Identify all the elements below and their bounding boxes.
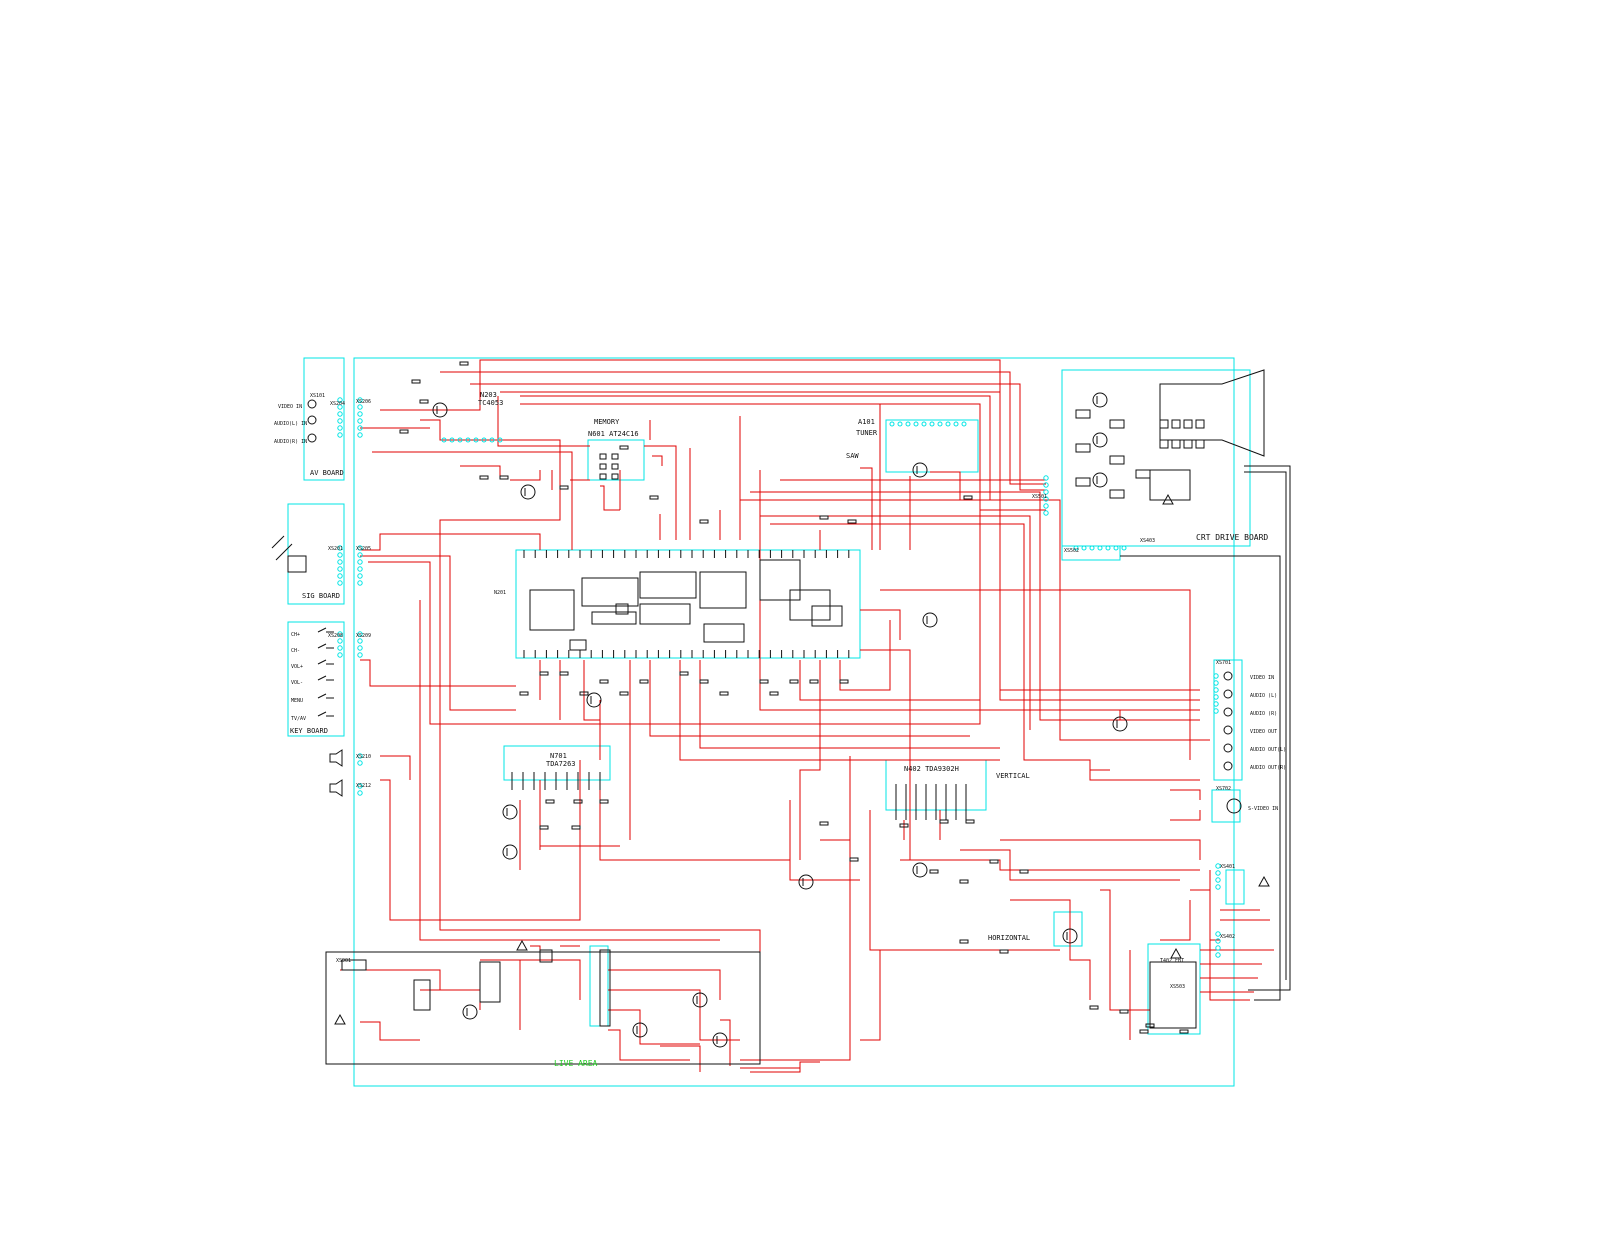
wire-33 [700, 660, 1000, 748]
switch-ic-ref: N203 [480, 391, 497, 399]
connector-pin [358, 639, 362, 643]
passive-component [960, 940, 968, 943]
crt-socket-pin [1196, 420, 1204, 428]
vertical-ic-ref: N402 TDA9302H [904, 765, 959, 773]
connector-pin [338, 581, 342, 585]
crt-socket-pin [1184, 440, 1192, 448]
passive-component [400, 430, 408, 433]
crt-socket-pin [1196, 440, 1204, 448]
passive-component [546, 800, 554, 803]
wire-15 [360, 534, 540, 550]
wire-48 [380, 756, 410, 780]
passive-component [680, 672, 688, 675]
passive-component [480, 476, 488, 479]
connector-xs205: XS205 [356, 546, 372, 552]
passive-component [790, 680, 798, 683]
connector-pin [338, 639, 342, 643]
wire-21 [930, 472, 960, 500]
passive-component [966, 820, 974, 823]
memory-ic-pin [600, 464, 606, 469]
av-jack-icon [308, 400, 316, 408]
connector-pin [358, 567, 362, 571]
memory-ic-pin [600, 474, 606, 479]
transistor-symbol [1093, 473, 1107, 487]
connector-pin [1044, 511, 1048, 515]
memory-ic-pin [612, 464, 618, 469]
wire-69 [1160, 900, 1190, 940]
connector-pin [358, 433, 362, 437]
connector-xs701: XS701 [1216, 660, 1232, 666]
filter-capacitor [480, 962, 500, 1002]
connector-pin [1216, 871, 1220, 875]
connector-pin [338, 567, 342, 571]
key-menu: MENU [291, 698, 304, 704]
connector-pin [338, 419, 342, 423]
power-board-outline [326, 952, 760, 1064]
tuner-pin [922, 422, 926, 426]
transistor-symbol [463, 1005, 477, 1019]
key-ch-down: CH- [291, 648, 301, 654]
connector-pin [338, 433, 342, 437]
connector-pin [358, 553, 362, 557]
connector-xs402: XS402 [1220, 934, 1236, 940]
passive-component [850, 858, 858, 861]
wire-50 [600, 780, 790, 860]
connector-pin [358, 405, 362, 409]
key-switch-icon [318, 644, 334, 648]
key-switch-icon [318, 694, 334, 698]
wire-104 [1170, 790, 1200, 800]
wire-79 [420, 990, 480, 1010]
crt-drive-part [1076, 410, 1090, 418]
passive-component [640, 680, 648, 683]
wire-105 [1170, 810, 1200, 820]
connector-pin [338, 412, 342, 416]
memory-ic-pin [612, 454, 618, 459]
key-board-title: KEY BOARD [290, 727, 328, 735]
label-layer [274, 391, 1286, 1068]
tuner-pin [954, 422, 958, 426]
passive-component [848, 520, 856, 523]
connector-xs503: XS503 [1170, 984, 1186, 990]
connector-pin [338, 426, 342, 430]
passive-component [460, 362, 468, 365]
speaker-icon [330, 780, 342, 796]
wire-87 [660, 1046, 700, 1072]
crt-link-pin [1098, 546, 1102, 550]
switch-ic-part: TC4053 [478, 399, 504, 407]
wire-2 [440, 372, 1046, 484]
connector-xs210: XS210 [356, 754, 372, 760]
passive-component [820, 822, 828, 825]
passive-component [412, 380, 420, 383]
connector-xs901: XS901 [336, 958, 352, 964]
warning-triangle-icon [517, 941, 527, 950]
main-ic-block [570, 640, 586, 650]
connector-xs208: XS208 [328, 633, 344, 639]
rear-jack-icon [1224, 708, 1232, 716]
tuner-pin [914, 422, 918, 426]
wire-17 [368, 510, 980, 724]
transistor-symbol [1093, 393, 1107, 407]
warning-triangle-icon [1171, 949, 1181, 958]
connector-xs403: XS403 [1140, 538, 1156, 544]
tuner-pin [938, 422, 942, 426]
connector-pin [358, 412, 362, 416]
wire-65 [1100, 890, 1150, 1010]
av-input-audio-l: AUDIO(L) IN [274, 421, 308, 427]
rear-jack-icon [1224, 690, 1232, 698]
passive-component [1180, 1030, 1188, 1033]
passive-component [620, 692, 628, 695]
key-switch-icon [318, 628, 334, 632]
rear-jack-audio-l: AUDIO (L) [1250, 693, 1278, 699]
key-switch-icon [318, 660, 334, 664]
bridge-rectifier [414, 980, 430, 1010]
passive-component [650, 496, 658, 499]
passive-component [930, 870, 938, 873]
sig-board-title: SIG BOARD [302, 592, 340, 600]
fbt-core [1150, 962, 1196, 1028]
connector-xs204: XS204 [330, 401, 346, 407]
connector-xs501: XS501 [1032, 494, 1048, 500]
rear-jack-audio-out-r: AUDIO OUT(R) [1250, 765, 1287, 771]
wire-82 [608, 970, 720, 1000]
wire-16 [360, 556, 516, 710]
wire-86 [720, 1020, 730, 1066]
wire-98 [510, 470, 540, 480]
main-ic-block [640, 572, 696, 598]
svideo-label: S-VIDEO IN [1248, 806, 1279, 812]
horizontal-label: HORIZONTAL [988, 934, 1031, 942]
main-ic-block [760, 560, 800, 600]
tuner-pin [946, 422, 950, 426]
wire-35 [650, 660, 970, 736]
main-ic-block [640, 604, 690, 624]
passive-component [990, 860, 998, 863]
rear-jack-video-in: VIDEO IN [1250, 675, 1275, 681]
passive-component [700, 680, 708, 683]
warning-triangle-icon [1259, 877, 1269, 886]
crt-socket-pin [1160, 440, 1168, 448]
connector-pin [358, 581, 362, 585]
passive-component [540, 826, 548, 829]
passive-component [810, 680, 818, 683]
connector-pin [1216, 878, 1220, 882]
key-switch-icon [318, 676, 334, 680]
wire-60 [900, 860, 1200, 870]
transistor-symbol [587, 693, 601, 707]
tuner-label: TUNER [856, 429, 878, 437]
wire-31 [880, 590, 1190, 760]
connector-pin [358, 419, 362, 423]
tuner-pin [930, 422, 934, 426]
wire-90 [530, 946, 540, 960]
main-ic-block [812, 606, 842, 626]
crt-neck [1160, 370, 1264, 456]
crt-chassis-wire [1120, 556, 1280, 1000]
tuner-pin [898, 422, 902, 426]
av-board-title: AV BOARD [310, 469, 344, 477]
main-board-outline [354, 358, 1234, 1086]
wire-27 [770, 524, 1200, 780]
connector-pin [338, 560, 342, 564]
memory-title: MEMORY [594, 418, 620, 426]
tuner-outline [886, 420, 978, 472]
wire-8 [420, 420, 560, 470]
connector-xs502: XS502 [1064, 548, 1080, 554]
wire-64 [860, 950, 880, 1040]
av-board-outline [304, 358, 344, 480]
rear-jack-audio-r: AUDIO (R) [1250, 711, 1278, 717]
av-input-video: VIDEO IN [278, 404, 303, 410]
wire-93 [652, 456, 662, 466]
crt-socket-pin [1172, 420, 1180, 428]
passive-component [560, 672, 568, 675]
key-ch-up: CH+ [291, 632, 301, 638]
wire-54 [820, 840, 850, 880]
connector-xs206: XS206 [356, 399, 372, 405]
wire-55 [740, 756, 850, 1060]
sig-board-outline [288, 504, 344, 604]
wire-97 [460, 466, 500, 476]
connector-pin [338, 574, 342, 578]
wire-61 [1000, 840, 1200, 860]
main-ic-block [700, 572, 746, 608]
wire-47 [380, 760, 580, 920]
connector-xs201: XS201 [328, 546, 344, 552]
connector-pin [1044, 483, 1048, 487]
wire-81 [520, 960, 580, 1000]
passive-component [1020, 870, 1028, 873]
connector-pin [358, 574, 362, 578]
audio-ic-ref: N701 [550, 752, 567, 760]
transistor-symbol [503, 805, 517, 819]
main-ic-block [530, 590, 574, 630]
passive-component [840, 680, 848, 683]
passive-component [940, 820, 948, 823]
warning-triangle-icon [335, 1015, 345, 1024]
crt-link-pin [1106, 546, 1110, 550]
crt-drive-part [1110, 420, 1124, 428]
memory-ic: N601 AT24C16 [588, 430, 639, 438]
transistor-symbol [799, 875, 813, 889]
wire-85 [608, 1030, 690, 1060]
connector-pin [358, 560, 362, 564]
crt-link-pin [1082, 546, 1086, 550]
connector-xs101: XS101 [310, 393, 326, 399]
connector-xs212: XS212 [356, 783, 372, 789]
passive-component [620, 446, 628, 449]
transistor-symbol [913, 863, 927, 877]
main-ic-block [582, 578, 638, 606]
crt-drive-part [1110, 490, 1124, 498]
power-xfmr-outline [590, 946, 608, 1026]
svideo-outline [1212, 790, 1240, 822]
crt-socket-pin [1184, 420, 1192, 428]
av-jack-icon [308, 416, 316, 424]
yoke-wire-1 [1244, 466, 1290, 990]
passive-component [500, 476, 508, 479]
wire-78 [360, 1022, 420, 1040]
tuner-pin [890, 422, 894, 426]
crt-drive-part [1110, 456, 1124, 464]
rear-jack-icon [1224, 726, 1232, 734]
connector-xs401: XS401 [1220, 864, 1236, 870]
rear-jack-icon [1224, 672, 1232, 680]
connector-pin [1216, 885, 1220, 889]
crt-link-pin [1122, 546, 1126, 550]
wire-5 [520, 396, 1046, 500]
passive-component [700, 520, 708, 523]
transistor-symbol [521, 485, 535, 499]
main-ic-block [704, 624, 744, 642]
passive-component [760, 680, 768, 683]
transistor-symbol [923, 613, 937, 627]
component-layer [272, 362, 1269, 1047]
main-ic-block [592, 612, 636, 624]
wire-95 [600, 486, 620, 510]
wire-14 [440, 470, 560, 550]
tuner-ref: A101 [858, 418, 875, 426]
wire-11 [660, 404, 880, 550]
transistor-symbol [1093, 433, 1107, 447]
crt-link-pin [1114, 546, 1118, 550]
crt-socket-pin [1160, 420, 1168, 428]
connector-pin [358, 646, 362, 650]
passive-component [560, 486, 568, 489]
main-ic-block [790, 590, 830, 620]
passive-component [960, 880, 968, 883]
key-vol-up: VOL+ [291, 664, 304, 670]
wire-42 [584, 660, 600, 720]
yoke-outline [1226, 870, 1244, 904]
key-tv-av: TV/AV [291, 716, 307, 722]
ir-receiver [288, 556, 306, 572]
fbt-label: T402 FBT [1160, 958, 1185, 964]
crt-drive-part [1076, 444, 1090, 452]
connector-pin [1044, 504, 1048, 508]
saw-label: SAW [846, 452, 859, 460]
tuner-pin [906, 422, 910, 426]
wire-59 [960, 850, 1180, 880]
wire-9 [372, 452, 572, 550]
connector-pin [358, 761, 362, 765]
transistor-symbol [503, 845, 517, 859]
passive-component [1000, 950, 1008, 953]
passive-component [1140, 1030, 1148, 1033]
wire-18 [360, 660, 516, 686]
rear-jack-icon [1224, 762, 1232, 770]
tuner-pin [962, 422, 966, 426]
passive-component [540, 672, 548, 675]
crt-socket-body [1150, 470, 1190, 500]
wire-32 [860, 610, 900, 640]
vertical-label: VERTICAL [996, 772, 1030, 780]
wire-102 [1100, 710, 1120, 720]
passive-component [1090, 1006, 1098, 1009]
board-outlines [288, 358, 1250, 1086]
connector-pin [338, 653, 342, 657]
passive-component [770, 692, 778, 695]
passive-component [420, 400, 428, 403]
passive-component [600, 800, 608, 803]
passive-component [572, 826, 580, 829]
audio-ic-part: TDA7263 [546, 760, 576, 768]
passive-component [964, 496, 972, 499]
wire-46 [420, 600, 720, 940]
crt-drive-part [1076, 478, 1090, 486]
rear-jack-audio-out-l: AUDIO OUT(L) [1250, 747, 1287, 753]
main-ic-ref: N201 [494, 590, 507, 596]
passive-component [574, 800, 582, 803]
connector-xs209: XS209 [356, 633, 372, 639]
av-jack-icon [308, 434, 316, 442]
connector-pin [338, 646, 342, 650]
crt-drive-part [1136, 470, 1150, 478]
live-area-label: LIVE AREA [554, 1059, 598, 1068]
rear-jack-video-out: VIDEO OUT [1250, 729, 1278, 735]
rear-jack-icon [1224, 744, 1232, 752]
passive-component [720, 692, 728, 695]
passive-component [600, 680, 608, 683]
connector-pin [358, 653, 362, 657]
crt-socket-pin [1172, 440, 1180, 448]
passive-component [820, 516, 828, 519]
key-switch-icon [318, 712, 334, 716]
speaker-icon [330, 750, 342, 766]
crt-board-outline [1062, 370, 1250, 546]
connector-pin [1216, 953, 1220, 957]
connector-pin [358, 791, 362, 795]
passive-component [520, 692, 528, 695]
wire-40 [860, 650, 910, 860]
key-vol-down: VOL- [291, 680, 304, 686]
av-input-audio-r: AUDIO(R) IN [274, 439, 308, 445]
passive-component [1120, 1010, 1128, 1013]
crt-board-title: CRT DRIVE BOARD [1196, 533, 1269, 542]
memory-ic-pin [612, 474, 618, 479]
connector-pin [338, 553, 342, 557]
memory-ic-pin [600, 454, 606, 459]
crt-link-pin [1090, 546, 1094, 550]
connector-xs702: XS702 [1216, 786, 1232, 792]
transistor-symbol [913, 463, 927, 477]
wire-84 [608, 1010, 700, 1044]
power-board [326, 370, 1290, 1064]
